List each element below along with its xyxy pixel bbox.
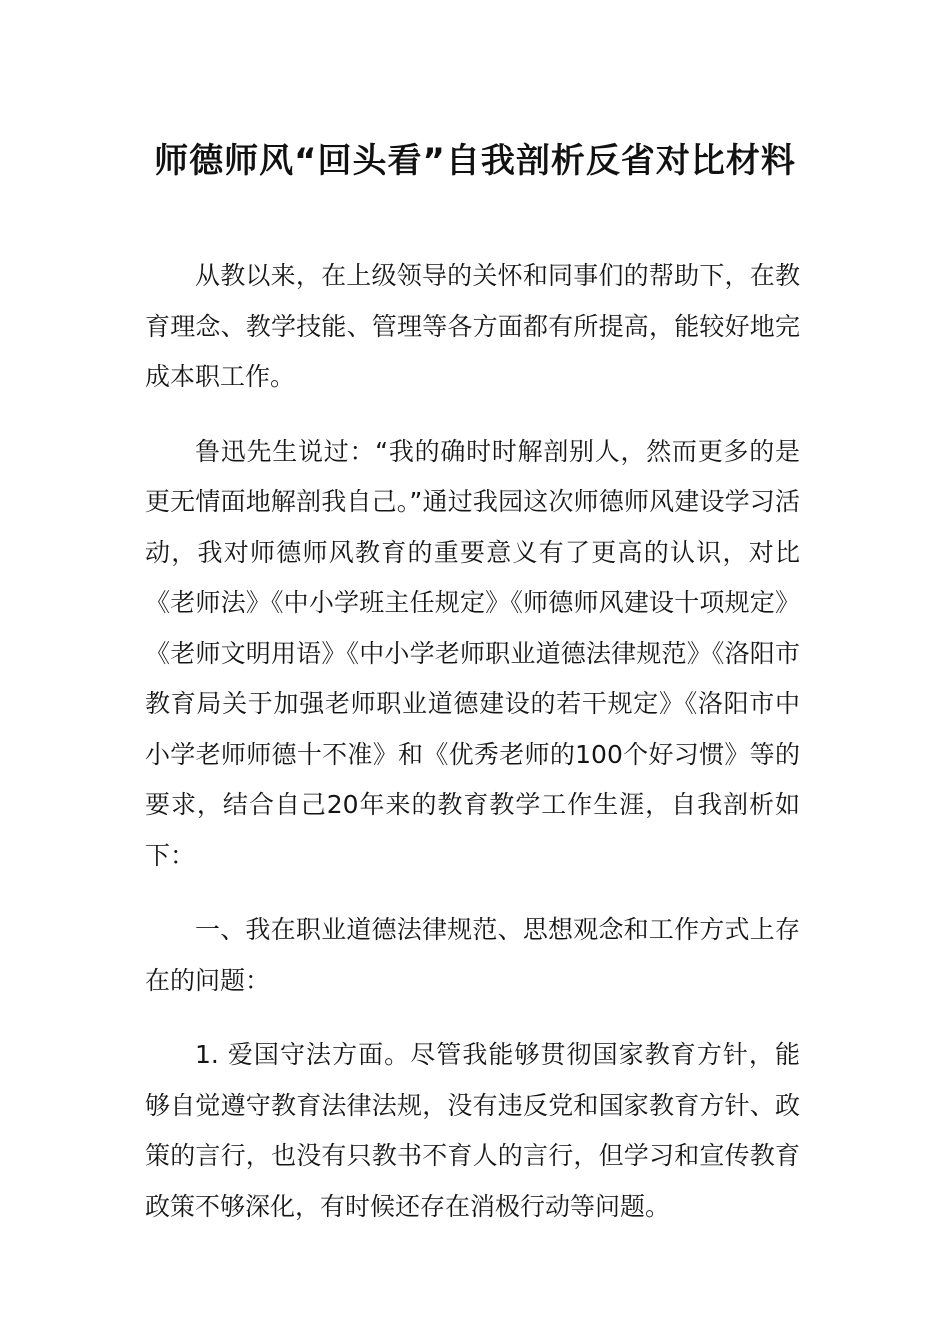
paragraph-item-1: 1. 爱国守法方面。尽管我能够贯彻国家教育方针，能够自觉遵守教育法律法规，没有违反党和国家教育方针、政策的言行，也没有只教书不育人的言行，但学习和宣传教育政策不够深化，有时候还存在消极行动等问题。 <box>145 1040 800 1221</box>
paragraph-section-heading: 一、我在职业道德法律规范、思想观念和工作方式上存在的问题： <box>145 915 800 995</box>
document-body <box>145 251 800 1256</box>
document-title: 师德师风“回头看”自我剖析反省对比材料 <box>154 141 796 181</box>
paragraph-intro: 从教以来，在上级领导的关怀和同事们的帮助下，在教育理念、教学技能、管理等各方面都有所提高，能较好地完成本职工作。 <box>145 261 800 391</box>
paragraph-lu-xun-quote: 鲁迅先生说过：“我的确时时解剖别人，然而更多的是更无情面地解剖我自己。”通过我园这次师德师风建设学习活动，我对师德师风教育的重要意义有了更高的认识，对比《老师法》《中小学班主任规定》《师德师风建设十项规定》《老师文明用语》《中小学老师职业道德法律规范》《洛阳市教育局关于加强老师职业道德建设的若干规定》《洛阳市中小学老师师德十不准》和《优秀老师的100个好习惯》等的要求，结合自己20年来的教育教学工作生涯，自我剖析如下： <box>145 436 800 870</box>
